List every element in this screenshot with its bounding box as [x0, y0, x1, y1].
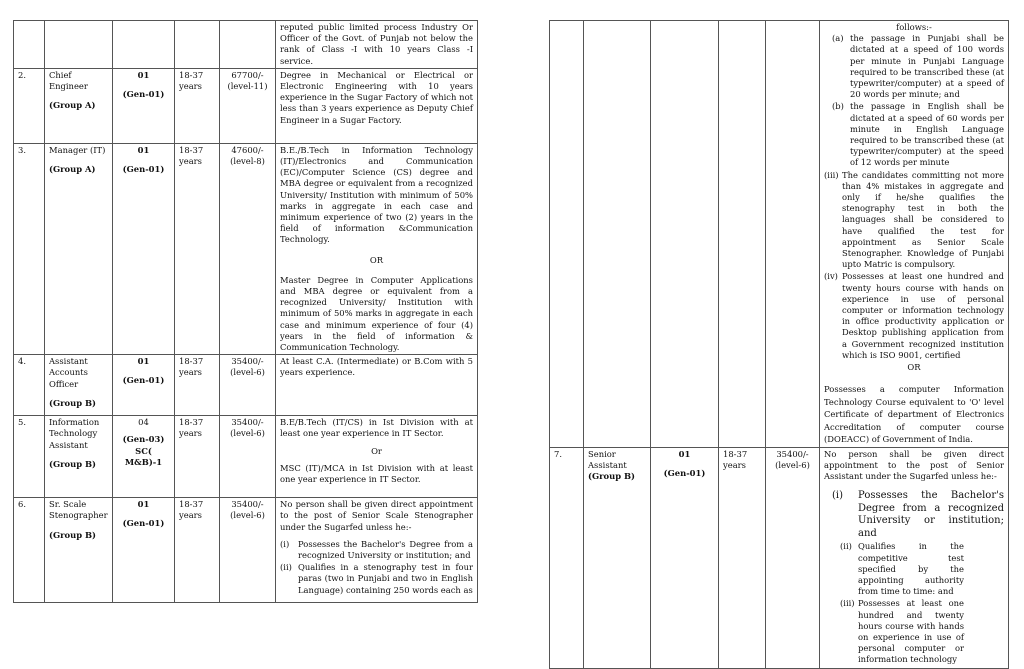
post-category: (Gen-03)	[122, 434, 165, 445]
pay-scale: 47600/- (level-8)	[220, 143, 276, 354]
list-item	[280, 562, 473, 596]
post-name: Chief Engineer	[49, 69, 88, 92]
item-marker: (ii)	[280, 562, 292, 573]
post-group: (Group B)	[49, 397, 97, 408]
qualification-intro: No person shall be given direct appointment to the post of Senior Scale Stenographer under the Sugarfed unless he:-	[280, 499, 473, 532]
table-row	[14, 498, 478, 603]
qualification-alt-text: Possesses a computer Information Technology Course equivalent to 'O' level Certificate of department of Electronics Accreditation of computer course (DOEACC) of Government of India.	[824, 384, 1004, 445]
table-row	[550, 21, 1009, 448]
post-count: 01	[137, 499, 150, 510]
condition-list	[824, 541, 964, 665]
list-item	[832, 101, 1004, 168]
serial-number: 4.	[14, 355, 45, 416]
item-marker: (i)	[832, 490, 844, 502]
item-marker: (a)	[832, 33, 844, 44]
pay-scale: 67700/- (level-11)	[220, 68, 276, 143]
list-item	[840, 598, 964, 665]
serial-number: 5.	[14, 416, 45, 498]
item-marker: (i)	[280, 538, 290, 549]
list-item	[824, 169, 1004, 271]
qualification-text: B.E./B.Tech in Information Technology (IT)/Electronics and Communication (EC)/Computer Science (CS) degree and MBA degree or equivalent from a recognized University/ Institution with minimum of 50% marks in aggregate in each case and minimum experience of two (2) years in the field of information &Communication Technology.	[280, 144, 473, 245]
qualification-intro: No person shall be given direct appointment to the post of Senior Assistant under the Sugarfed unless he:-	[824, 448, 1004, 482]
table-row	[14, 143, 478, 354]
post-name: Sr. Scale Stenographer	[49, 499, 108, 521]
item-text: Qualifies in a stenography test in four paras (two in Punjabi and two in English Language) containing 250 words each as	[298, 562, 473, 595]
post-count: 01	[678, 448, 691, 459]
list-item	[832, 490, 1004, 540]
post-category: (Gen-01)	[122, 518, 165, 529]
posts-table-left	[13, 20, 478, 603]
qualification-text: B.E/B.Tech (IT/CS) in Ist Division with at least one year experience in IT Sector.	[280, 417, 473, 439]
post-name: Information Technology Assistant	[49, 417, 100, 450]
post-count: 01	[137, 69, 150, 80]
qualification-alt-text: MSC (IT)/MCA in Ist Division with at least one year experience in IT Sector.	[280, 462, 473, 485]
pay-scale: 35400/- (level-6)	[766, 447, 820, 668]
qualification-alt-text: Master Degree in Computer Applications and MBA degree or equivalent from a recognized University/ Institution with minimum of 50% marks in aggregate in each case and minimum experience of four (4) years in the field of information & Communication Technology.	[280, 274, 473, 353]
qualification-text: Degree in Mechanical or Electrical or Electronic Engineering with 10 years experience in the Sugar Factory of which not less than 3 years experience as Deputy Chief Engineer in a Sugar Factory.	[276, 68, 478, 143]
item-text: Possesses at least one hundred and twenty hours course with hands on experience in use of personal computer or information technology in office productivity application or Desktop publishing application from a Government recognized institution which is ISO 9001, certified	[842, 271, 1004, 360]
condition-list-main	[824, 490, 1004, 540]
post-category: (Gen-01)	[122, 89, 165, 100]
right-page	[549, 20, 1009, 669]
serial-number: 7.	[550, 447, 584, 668]
post-name: Assistant Accounts Officer	[49, 356, 88, 389]
item-text: the passage in Punjabi shall be dictated at a speed of 100 words per minute in Punjabi Language required to be transcribed these (at typewriter/computer) at a speed of 20 words per minute; and	[850, 33, 1004, 100]
item-marker: (iii)	[824, 169, 839, 180]
condition-list	[280, 539, 473, 596]
post-category-sc: SC( M&B)-1	[124, 445, 163, 467]
serial-number: 2.	[14, 68, 45, 143]
qualification-text: At least C.A. (Intermediate) or B.Com with 5 years experience.	[276, 355, 478, 416]
item-marker: (iii)	[840, 598, 855, 609]
post-category: (Gen-01)	[663, 468, 706, 478]
item-text: Qualifies in the competitive test specified by the appointing authority from time to time: and	[858, 541, 964, 597]
qualification-text: reputed public limited process Industry Or Officer of the Govt. of Punjab not below the rank of Class -I with 10 years Class -I service.	[276, 21, 478, 69]
table-row	[14, 21, 478, 69]
post-category: (Gen-01)	[122, 375, 165, 386]
serial-number: 3.	[14, 143, 45, 354]
item-text: Possesses the Bachelor's Degree from a recognized University or institution; and	[858, 490, 1004, 539]
list-item	[832, 33, 1004, 100]
list-item	[280, 538, 473, 561]
post-count: 01	[137, 356, 150, 367]
passage-list	[824, 33, 1004, 168]
or-separator: OR	[907, 362, 921, 373]
table-row	[14, 68, 478, 143]
age-limit: 18-37 years	[175, 416, 220, 498]
age-limit: 18-37 years	[175, 143, 220, 354]
age-limit: 18-37 years	[719, 447, 766, 668]
left-page	[13, 20, 478, 603]
post-count: 04	[138, 417, 149, 428]
item-marker: (b)	[832, 101, 844, 112]
post-name: Manager (IT)	[49, 144, 106, 155]
item-text: The candidates committing not more than 4% mistakes in aggregate and only if he/she qualifies the stenography test in both the languages shall be considered to have qualified the test for appointment as Senior Scale Stenographer. Knowledge of Punjabi upto Matric is compulsory.	[842, 169, 1004, 270]
post-category: (Gen-01)	[122, 164, 165, 175]
follows-label: follows:-	[896, 22, 932, 32]
table-row	[14, 416, 478, 498]
post-group: (Group B)	[588, 471, 636, 482]
post-group: (Group A)	[49, 164, 96, 175]
post-name: Senior Assistant	[588, 448, 627, 470]
table-row	[550, 447, 1009, 668]
post-group: (Group B)	[49, 529, 97, 540]
posts-table-right	[549, 20, 1009, 669]
age-limit: 18-37 years	[175, 355, 220, 416]
item-marker: (ii)	[840, 541, 852, 552]
item-text: Possesses the Bachelor's Degree from a recognized University or institution; and	[298, 538, 473, 561]
or-separator: Or	[371, 445, 382, 456]
list-item	[824, 271, 1004, 361]
pay-scale: 35400/- (level-6)	[220, 498, 276, 603]
post-count: 01	[137, 144, 150, 155]
item-marker: (iv)	[824, 271, 838, 282]
condition-list	[824, 170, 1004, 361]
age-limit: 18-37 years	[175, 68, 220, 143]
list-item	[840, 541, 964, 597]
item-text: the passage in English shall be dictated at a speed of 60 words per minute in English Language required to be transcribed these (at typewriter/computer) at the speed of 12 words per minute	[850, 101, 1004, 168]
age-limit: 18-37 years	[175, 498, 220, 603]
table-row	[14, 355, 478, 416]
pay-scale: 35400/- (level-6)	[220, 416, 276, 498]
or-separator: OR	[369, 254, 384, 265]
post-group: (Group A)	[49, 100, 96, 111]
item-text: Possesses at least one hundred and twenty hours course with hands on experience in use of personal computer or information technology	[858, 598, 964, 665]
post-group: (Group B)	[49, 458, 97, 469]
pay-scale: 35400/- (level-6)	[220, 355, 276, 416]
serial-number: 6.	[14, 498, 45, 603]
